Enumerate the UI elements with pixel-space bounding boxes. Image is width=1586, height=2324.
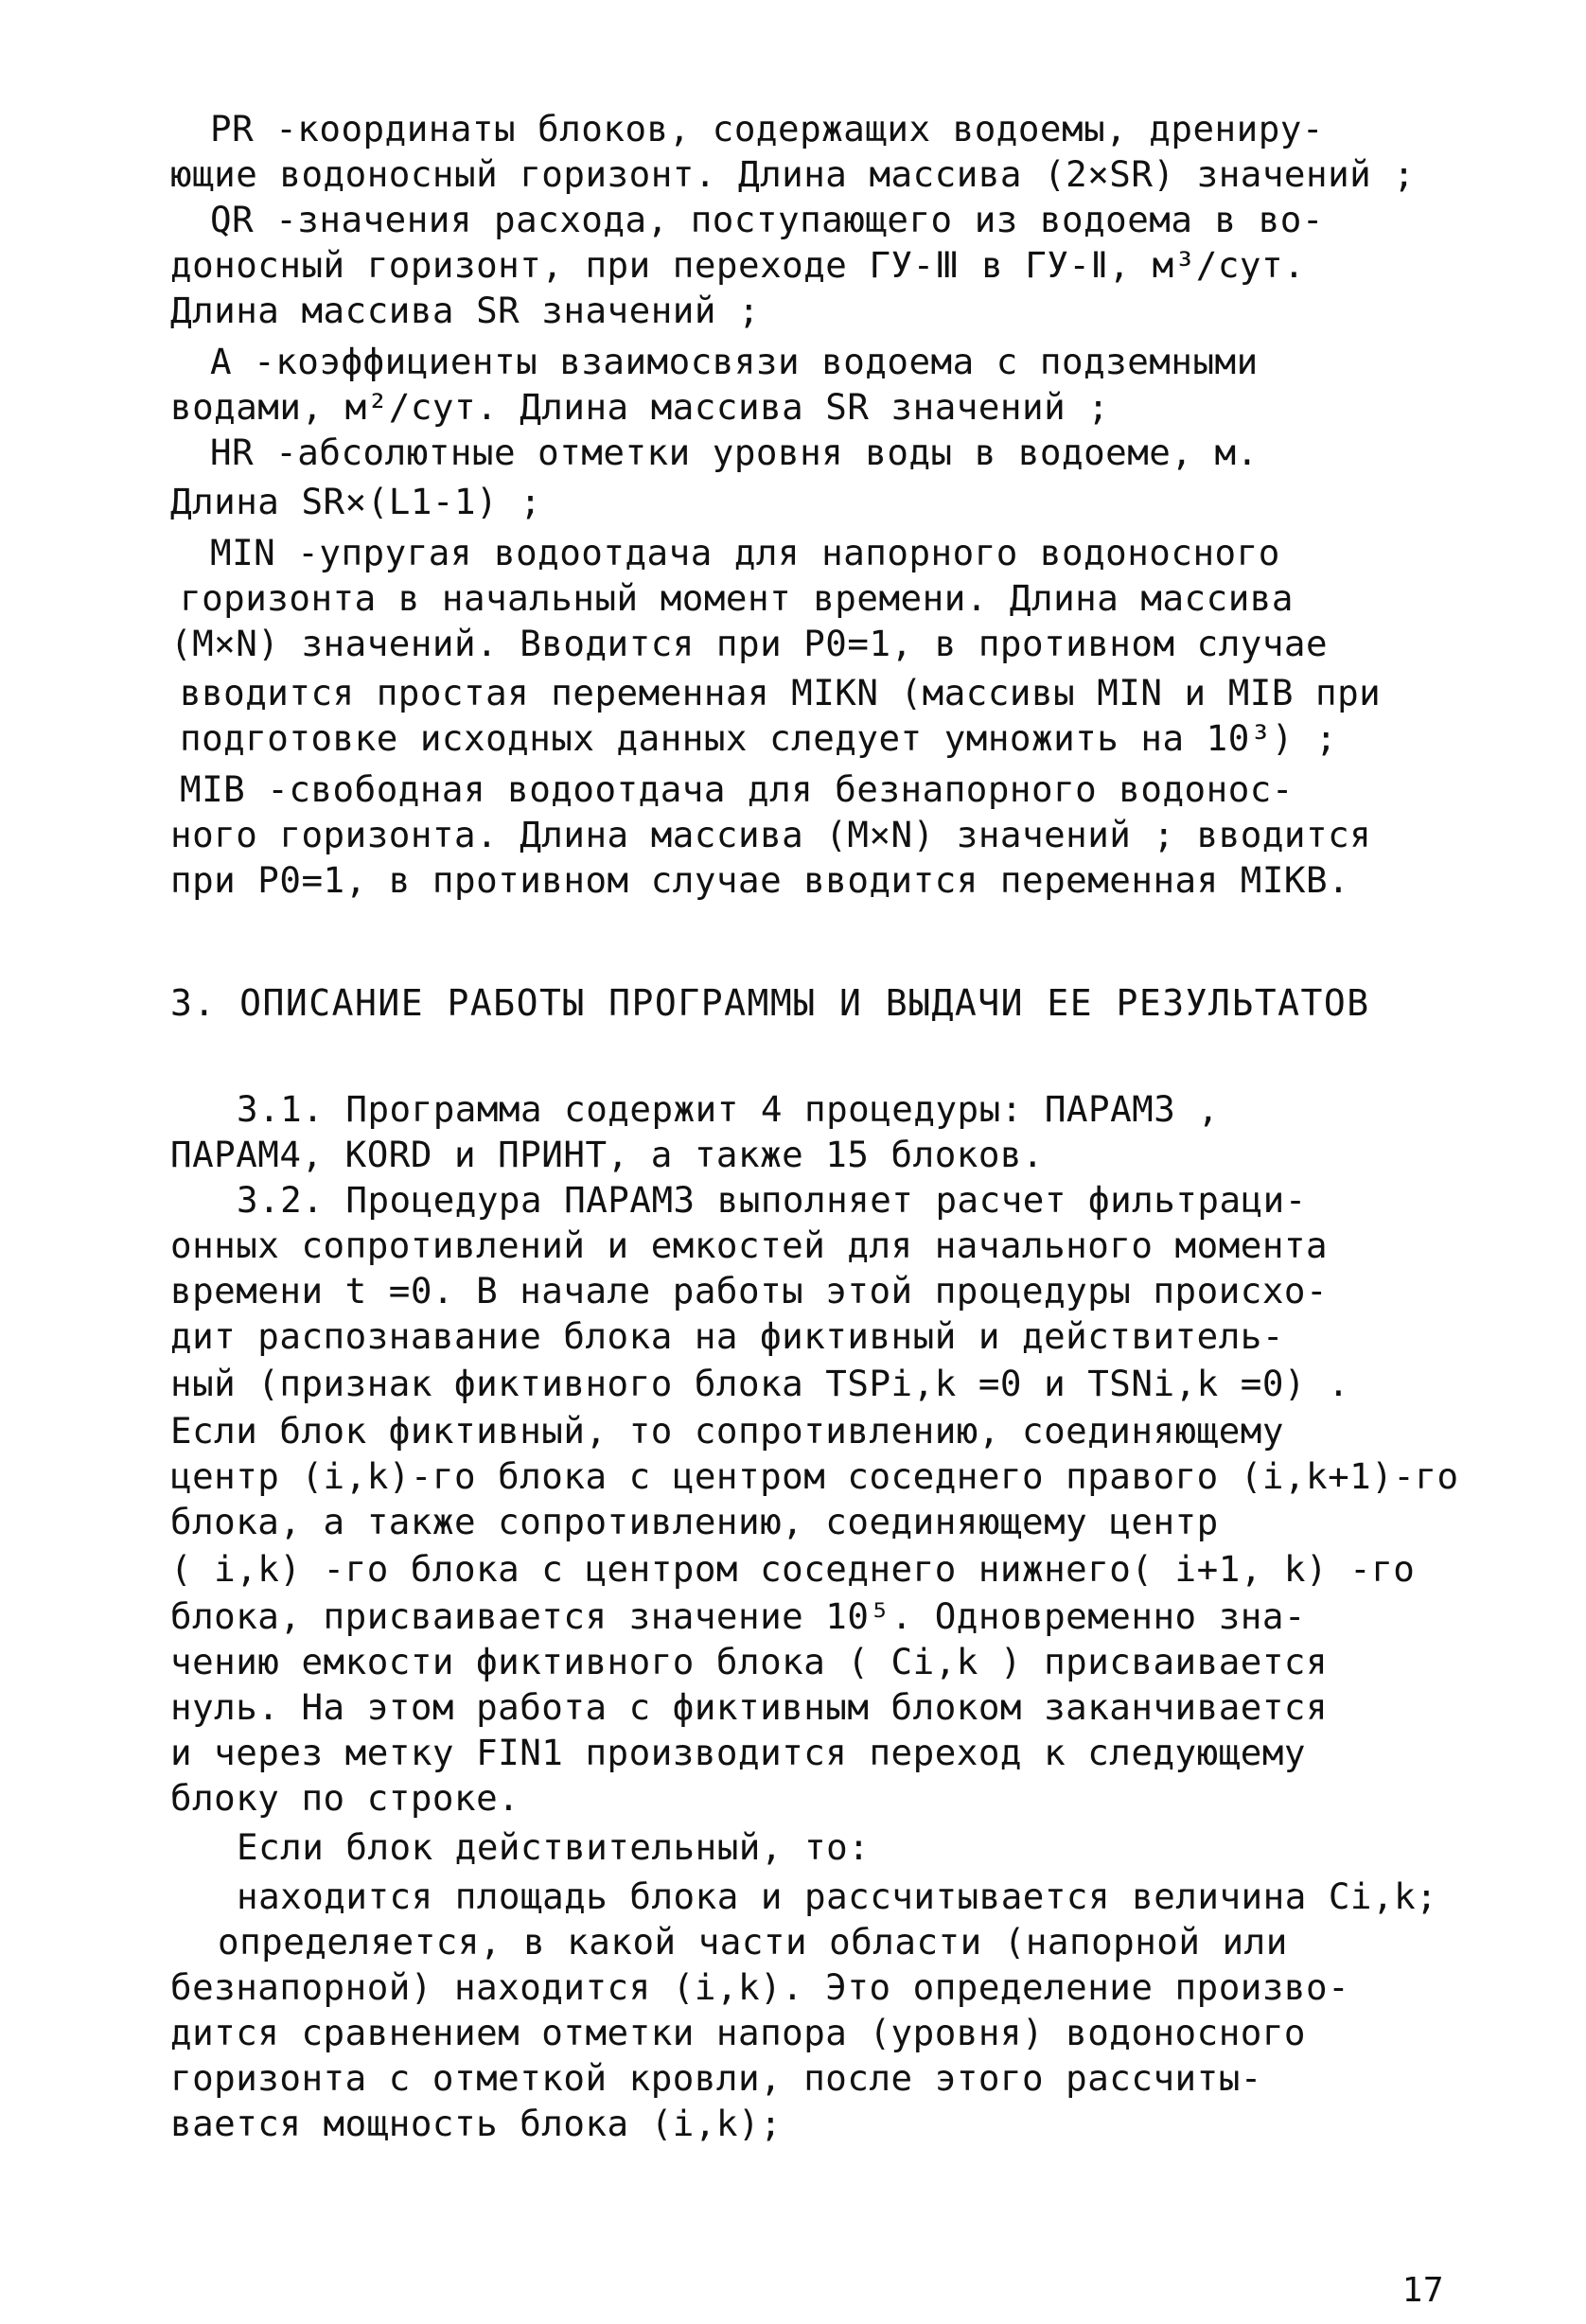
text-line: (M×N) значений. Вводится при P0=1, в противном случае: [170, 623, 1329, 664]
text-line: определяется, в какой части области (напорной или: [218, 1921, 1288, 1963]
text-line: MIN -упругая водоотдача для напорного водоносного: [210, 532, 1280, 573]
text-line: Длина массива SR значений ;: [170, 290, 761, 331]
text-line: ющие водоносный горизонт. Длина массива (2×SR) значений ;: [170, 153, 1416, 195]
text-line: подготовке исходных данных следует умножить на 10³) ;: [180, 717, 1338, 759]
text-line: Если блок действительный, то:: [237, 1826, 871, 1868]
page-number: 17: [1401, 2271, 1444, 2310]
text-line: QR -значения расхода, поступающего из водоема в во-: [210, 199, 1324, 240]
text-line: блока, а также сопротивлению, соединяющему центр: [170, 1501, 1219, 1542]
text-line: дит распознавание блока на фиктивный и действитель-: [170, 1315, 1284, 1357]
text-line: безнапорной) находится (i,k). Это определение произво-: [170, 1966, 1350, 2008]
text-line: горизонта с отметкой кровли, после этого рассчиты-: [170, 2057, 1262, 2099]
text-line: онных сопротивлений и емкостей для начального момента: [170, 1224, 1329, 1266]
text-line: центр (i,k)-го блока с центром соседнего правого (i,k+1)-го: [170, 1455, 1459, 1497]
text-line: ный (признак фиктивного блока TSPi,k =0 и TSNi,k =0) .: [170, 1363, 1350, 1404]
text-line: ПАРАМ4, KORD и ПРИНТ, а также 15 блоков.: [170, 1134, 1045, 1175]
text-line: и через метку FIN1 производится переход к следующему: [170, 1732, 1306, 1773]
text-line: блока, присваивается значение 10⁵. Одновременно зна-: [170, 1595, 1306, 1637]
text-line: времени t =0. В начале работы этой процедуры происхо-: [170, 1270, 1329, 1312]
text-line: ного горизонта. Длина массива (M×N) значений ; вводится: [170, 814, 1372, 855]
text-line: вается мощность блока (i,k);: [170, 2103, 783, 2144]
text-line: 3.1. Программа содержит 4 процедуры: ПАРАМ3 ,: [237, 1088, 1220, 1130]
text-line: A -коэффициенты взаимосвязи водоема с подземными: [210, 341, 1259, 382]
text-line: доносный горизонт, при переходе ГУ-Ⅲ в ГУ-Ⅱ, м³/сут.: [170, 244, 1306, 286]
text-line: блоку по строке.: [170, 1777, 520, 1819]
text-line: при P0=1, в противном случае вводится переменная MIKB.: [170, 859, 1350, 901]
text-line: водами, м²/сут. Длина массива SR значений ;: [170, 386, 1110, 428]
text-line: Если блок фиктивный, то сопротивлению, соединяющему: [170, 1410, 1284, 1452]
text-line: 3.2. Процедура ПАРАМ3 выполняет расчет фильтраци-: [237, 1179, 1307, 1221]
text-line: Длина SR×(L1-1) ;: [170, 481, 542, 522]
text-line: горизонта в начальный момент времени. Длина массива: [180, 577, 1294, 619]
text-line: ( i,k) -го блока с центром соседнего нижнего( i+1, k) -го: [170, 1548, 1416, 1590]
text-line: HR -абсолютные отметки уровня воды в водоеме, м.: [210, 431, 1259, 473]
text-line: нуль. На этом работа с фиктивным блоком заканчивается: [170, 1686, 1329, 1728]
text-line: находится площадь блока и рассчитывается величина Ci,k;: [237, 1875, 1438, 1917]
text-line: чению емкости фиктивного блока ( Ci,k ) присваивается: [170, 1641, 1329, 1682]
text-line: дится сравнением отметки напора (уровня) водоносного: [170, 2012, 1306, 2053]
text-line: вводится простая переменная MIKN (массивы MIN и MIB при: [180, 672, 1382, 713]
text-line: PR -координаты блоков, содержащих водоемы, дрениру-: [210, 108, 1324, 150]
section-heading: 3. ОПИСАНИЕ РАБОТЫ ПРОГРАММЫ И ВЫДАЧИ ЕЕ РЕЗУЛЬТАТОВ: [170, 982, 1370, 1024]
text-line: MIB -свободная водоотдача для безнапорного водонос-: [180, 768, 1294, 810]
